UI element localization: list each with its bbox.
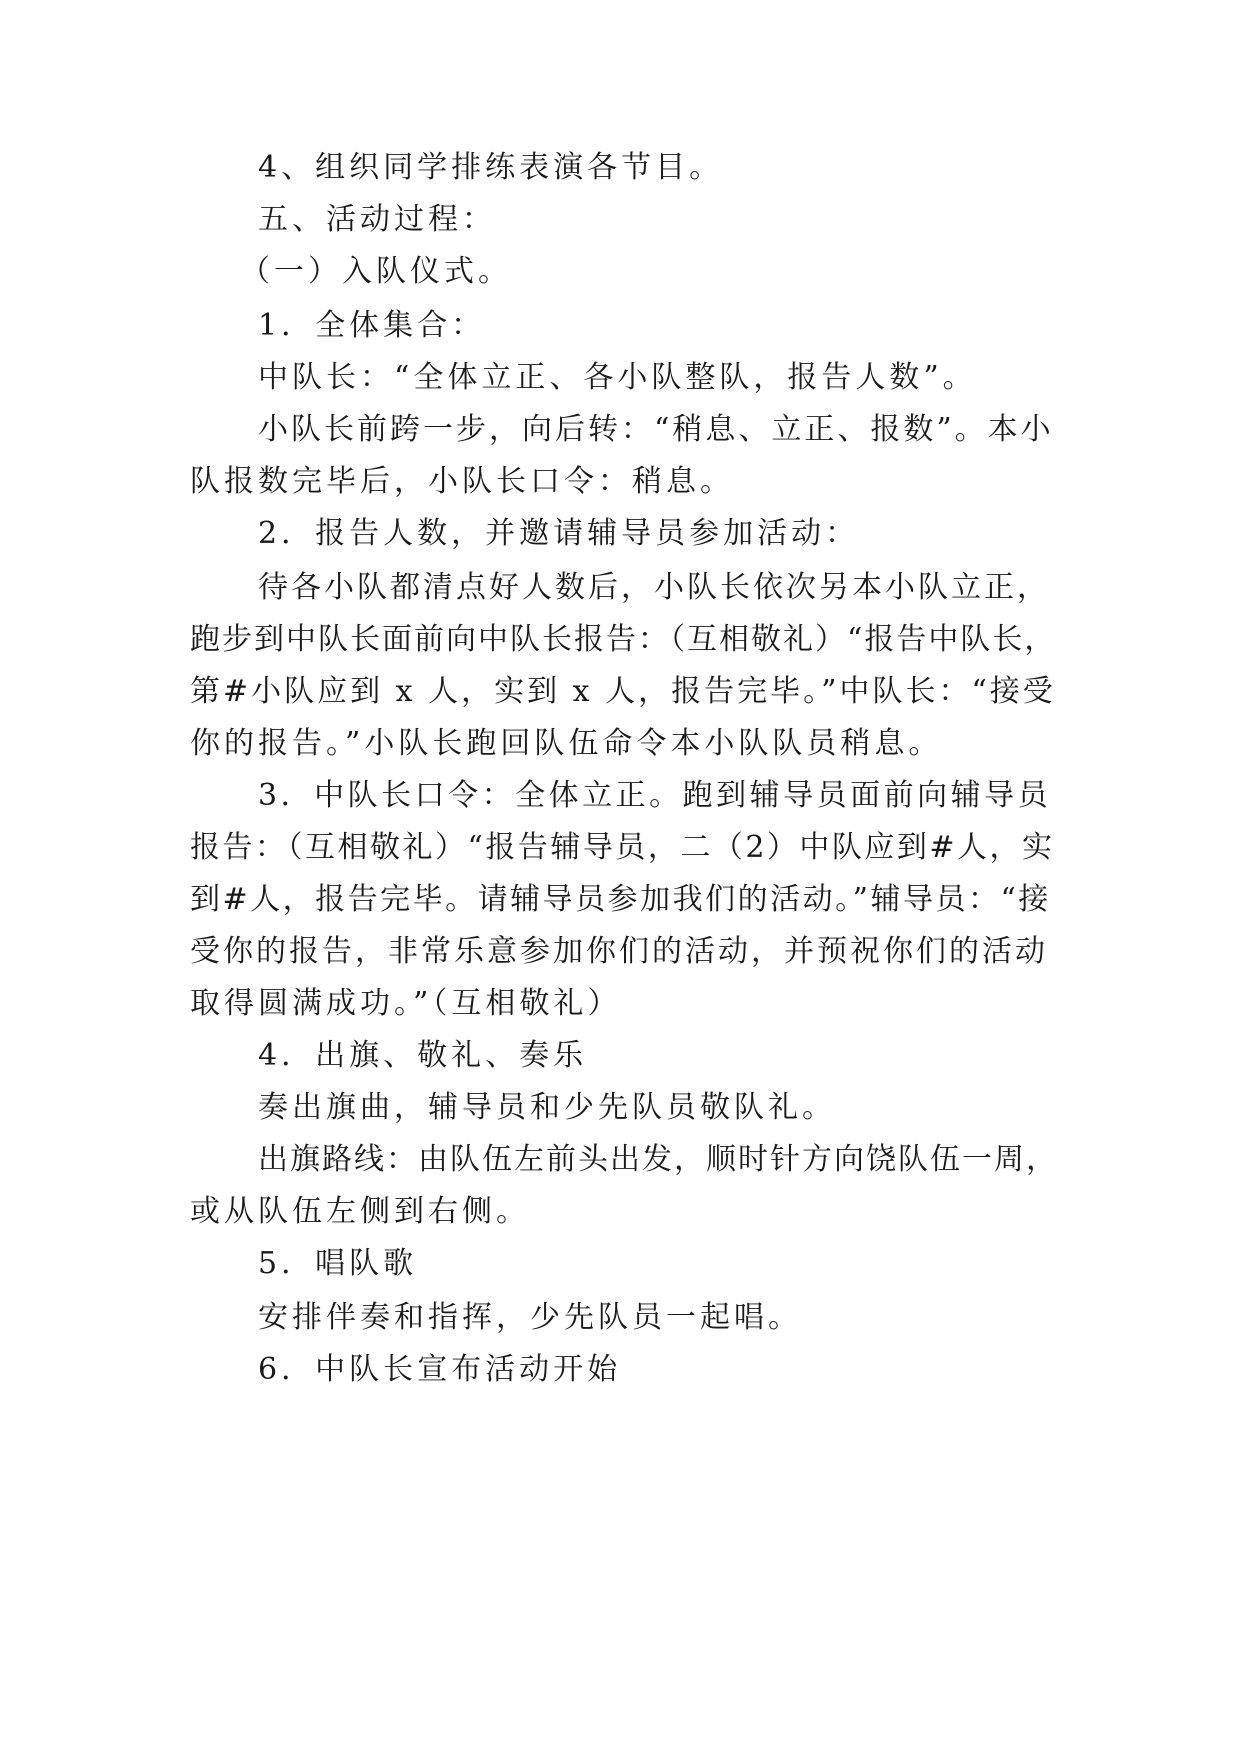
text-line: 或从队伍左侧到右侧。	[190, 1194, 530, 1229]
step-heading: 3．中队长口令：全体立正。跑到辅导员面前向辅导员	[258, 778, 1052, 813]
text-line: 第#小队应到 x 人，实到 x 人，报告完毕。”中队长：“接受	[190, 674, 1056, 709]
text-line: 队报数完毕后，小队长口令：稍息。	[190, 464, 734, 499]
text-line: 奏出旗曲，辅导员和少先队员敬队礼。	[258, 1090, 836, 1125]
text-line: 小队长前跨一步，向后转：“稍息、立正、报数”。本小	[258, 412, 1054, 447]
text-line: 取得圆满成功。”（互相敬礼）	[190, 986, 622, 1021]
text-line: 跑步到中队长面前向中队长报告：（互相敬礼）“报告中队长，	[190, 622, 1057, 657]
text-line: 待各小队都清点好人数后，小队长依次另本小队立正，	[258, 570, 1050, 605]
text-line: 报告：（互相敬礼）“报告辅导员，二（2）中队应到#人，实	[190, 830, 1055, 865]
step-heading: 5．唱队歌	[258, 1246, 418, 1281]
text-line: 安排伴奏和指挥，少先队员一起唱。	[258, 1300, 802, 1335]
text-line: 中队长：“全体立正、各小队整队，报告人数”。	[258, 360, 977, 395]
subsection-heading: （一）入队仪式。	[240, 254, 512, 289]
text-line: 到#人，报告完毕。请辅导员参加我们的活动。”辅导员：“接	[190, 882, 1051, 917]
text-line: 你的报告。”小队长跑回队伍命令本小队队员稍息。	[190, 726, 943, 761]
section-heading: 五、活动过程：	[258, 202, 496, 237]
step-heading: 6．中队长宣布活动开始	[258, 1352, 622, 1387]
step-heading: 1．全体集合：	[258, 308, 486, 343]
step-heading: 4．出旗、敬礼、奏乐	[258, 1038, 588, 1073]
text-line: 出旗路线：由队伍左前头出发，顺时针方向饶队伍一周，	[258, 1142, 1058, 1177]
text-line: 4、组织同学排练表演各节目。	[258, 150, 724, 185]
step-heading: 2．报告人数，并邀请辅导员参加活动：	[258, 516, 860, 551]
text-line: 受你的报告，非常乐意参加你们的活动，并预祝你们的活动	[190, 934, 1048, 969]
